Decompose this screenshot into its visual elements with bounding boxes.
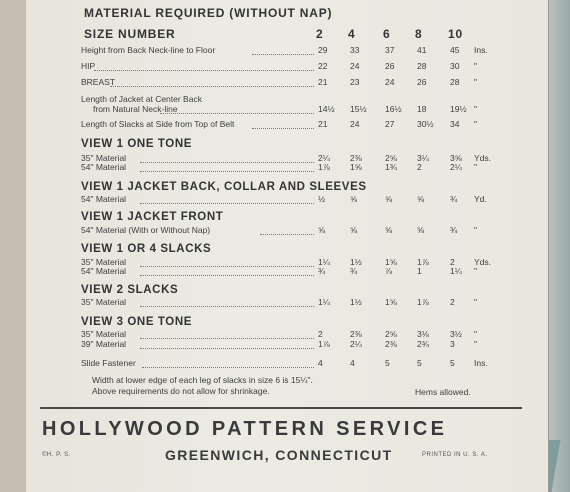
measurement-label: Height from Back Neck-line to Floor bbox=[81, 45, 216, 55]
measurement-value: 28 bbox=[450, 77, 460, 87]
measurement-value: 37 bbox=[385, 45, 395, 55]
section-title: VIEW 1 OR 4 SLACKS bbox=[81, 243, 212, 255]
measurement-value: 45 bbox=[450, 45, 460, 55]
dot-leader bbox=[260, 233, 314, 235]
material-row-value: 1⅝ bbox=[385, 257, 397, 267]
dot-leader bbox=[252, 53, 314, 55]
material-row-unit: Yd. bbox=[474, 194, 487, 204]
dot-leader bbox=[110, 85, 314, 87]
slide-fastener-value: 5 bbox=[385, 358, 390, 368]
measurement-unit: " bbox=[474, 119, 478, 129]
note-shrinkage: Above requirements do not allow for shrinkage. bbox=[92, 386, 270, 396]
material-row-value: 1½ bbox=[350, 297, 362, 307]
material-row-value: 3¼ bbox=[417, 153, 429, 163]
material-row-value: ⅝ bbox=[385, 194, 393, 204]
material-row-unit: " bbox=[474, 162, 478, 172]
printed-in-usa: PRINTED IN U. S. A. bbox=[422, 452, 488, 458]
measurement-label-cont: from Natural Neck-line bbox=[93, 104, 178, 114]
section-title: VIEW 1 JACKET BACK, COLLAR AND SLEEVES bbox=[81, 181, 367, 193]
material-row-value: ½ bbox=[318, 194, 326, 204]
section-title: VIEW 2 SLACKS bbox=[81, 284, 179, 296]
measurement-unit: " bbox=[474, 77, 478, 87]
material-row-label: 35" Material bbox=[81, 297, 127, 307]
material-row-value: ¾ bbox=[450, 194, 458, 204]
measurement-value: 18 bbox=[417, 104, 427, 114]
measurement-value: 30 bbox=[450, 61, 460, 71]
slide-fastener-value: 5 bbox=[417, 358, 422, 368]
material-row-value: 1½ bbox=[350, 257, 362, 267]
material-row-unit: " bbox=[474, 329, 478, 339]
dot-leader bbox=[140, 274, 314, 276]
material-row-value: ⅝ bbox=[417, 194, 425, 204]
material-row-value: 3⅛ bbox=[417, 329, 429, 339]
note-width: Width at lower edge of each leg of slacks in size 6 is 15¼". bbox=[92, 375, 313, 385]
background-edge bbox=[548, 0, 570, 492]
material-row-value: 1¾ bbox=[385, 162, 397, 172]
material-row-value: 2 bbox=[417, 162, 422, 172]
size-label: SIZE NUMBER bbox=[84, 27, 176, 41]
material-row-label: 54" Material bbox=[81, 266, 127, 276]
measurement-value: 21 bbox=[318, 77, 328, 87]
slide-fastener-label: Slide Fastener bbox=[81, 358, 136, 368]
measurement-unit: " bbox=[474, 104, 478, 114]
size-column-header: 6 bbox=[383, 27, 391, 41]
measurement-value: 41 bbox=[417, 45, 427, 55]
material-row-value: 2¾ bbox=[417, 339, 429, 349]
dot-leader bbox=[140, 337, 314, 339]
material-row-label: 35" Material bbox=[81, 329, 127, 339]
measurement-value: 19½ bbox=[450, 104, 467, 114]
size-column-header: 8 bbox=[415, 27, 423, 41]
material-row-unit: " bbox=[474, 297, 478, 307]
material-row-value: 2¼ bbox=[350, 339, 362, 349]
copyright-mark: ©H. P. S. bbox=[42, 452, 71, 458]
measurement-label: Length of Jacket at Center Back bbox=[81, 94, 202, 104]
dot-leader bbox=[140, 265, 314, 267]
measurement-unit: Ins. bbox=[474, 45, 488, 55]
material-row-value: 2 bbox=[318, 329, 323, 339]
slide-fastener-value: 5 bbox=[450, 358, 455, 368]
section-title: VIEW 1 JACKET FRONT bbox=[81, 211, 224, 223]
measurement-value: 27 bbox=[385, 119, 395, 129]
dot-leader bbox=[140, 161, 314, 163]
material-row-value: 3⅝ bbox=[450, 153, 462, 163]
dot-leader bbox=[142, 366, 314, 368]
dot-leader bbox=[252, 127, 314, 129]
material-row-value: 2⅜ bbox=[385, 339, 397, 349]
material-row-value: 1⅝ bbox=[350, 162, 362, 172]
divider-top bbox=[40, 407, 522, 409]
material-row-value: ⅝ bbox=[385, 225, 393, 235]
hems-note: Hems allowed. bbox=[415, 387, 471, 397]
material-row-value: 2⅜ bbox=[350, 153, 362, 163]
material-row-value: ¾ bbox=[318, 266, 326, 276]
measurement-value: 24 bbox=[350, 61, 360, 71]
material-row-value: 2 bbox=[450, 257, 455, 267]
size-column-header: 4 bbox=[348, 27, 356, 41]
material-row-value: 3½ bbox=[450, 329, 462, 339]
material-row-value: 1⅞ bbox=[318, 339, 330, 349]
measurement-value: 14½ bbox=[318, 104, 335, 114]
dot-leader bbox=[140, 305, 314, 307]
measurement-value: 30½ bbox=[417, 119, 434, 129]
material-row-label: 54" Material bbox=[81, 162, 127, 172]
material-row-value: 3 bbox=[450, 339, 455, 349]
material-row-value: 1¼ bbox=[450, 266, 462, 276]
section-title: VIEW 3 ONE TONE bbox=[81, 316, 193, 328]
size-column-header: 10 bbox=[448, 27, 463, 41]
slide-fastener-unit: Ins. bbox=[474, 358, 488, 368]
measurement-value: 16½ bbox=[385, 104, 402, 114]
material-row-value: 1⅝ bbox=[385, 297, 397, 307]
measurement-value: 21 bbox=[318, 119, 328, 129]
dot-leader bbox=[140, 347, 314, 349]
dot-leader bbox=[94, 69, 314, 71]
material-row-unit: " bbox=[474, 225, 478, 235]
measurement-label: HIP bbox=[81, 61, 96, 71]
material-row-unit: Yds. bbox=[474, 153, 492, 163]
measurement-value: 34 bbox=[450, 119, 460, 129]
measurement-value: 26 bbox=[385, 61, 395, 71]
material-row-unit: " bbox=[474, 266, 478, 276]
material-row-value: ⅝ bbox=[318, 225, 326, 235]
material-row-value: ⅞ bbox=[385, 266, 393, 276]
measurement-value: 33 bbox=[350, 45, 360, 55]
material-row-value: 1⅞ bbox=[417, 257, 429, 267]
material-row-value: 2¼ bbox=[318, 153, 330, 163]
material-row-value: 1⅞ bbox=[417, 297, 429, 307]
measurement-value: 22 bbox=[318, 61, 328, 71]
measurement-value: 15½ bbox=[350, 104, 367, 114]
size-column-header: 2 bbox=[316, 27, 324, 41]
material-row-value: ⅝ bbox=[417, 225, 425, 235]
measurement-value: 23 bbox=[350, 77, 360, 87]
measurement-label: Length of Slacks at Side from Top of Belt bbox=[81, 119, 235, 129]
slide-fastener-value: 4 bbox=[318, 358, 323, 368]
measurement-value: 29 bbox=[318, 45, 328, 55]
measurement-value: 24 bbox=[350, 119, 360, 129]
material-row-label: 35" Material bbox=[81, 257, 127, 267]
measurement-value: 24 bbox=[385, 77, 395, 87]
footer-city: GREENWICH, CONNECTICUT bbox=[165, 447, 393, 463]
material-row-value: ⅝ bbox=[350, 194, 358, 204]
material-row-label: 35" Material bbox=[81, 153, 127, 163]
measurement-unit: " bbox=[474, 61, 478, 71]
material-row-label: 54" Material bbox=[81, 194, 127, 204]
material-row-value: 2 bbox=[450, 297, 455, 307]
section-title: VIEW 1 ONE TONE bbox=[81, 138, 193, 150]
material-row-unit: " bbox=[474, 339, 478, 349]
material-row-unit: Yds. bbox=[474, 257, 492, 267]
material-row-value: 2⅝ bbox=[385, 153, 397, 163]
material-row-value: 1¼ bbox=[318, 297, 330, 307]
material-row-value: ¾ bbox=[450, 225, 458, 235]
slide-fastener-value: 4 bbox=[350, 358, 355, 368]
material-row-value: ¾ bbox=[350, 266, 358, 276]
material-row-label: 39" Material bbox=[81, 339, 127, 349]
measurement-value: 28 bbox=[417, 61, 427, 71]
material-row-label: 54" Material (With or Without Nap) bbox=[81, 225, 211, 235]
dot-leader bbox=[160, 112, 314, 114]
material-row-value: 2¼ bbox=[450, 162, 462, 172]
measurement-label: BREAST bbox=[81, 77, 116, 87]
measurement-value: 26 bbox=[417, 77, 427, 87]
material-row-value: 2⅝ bbox=[385, 329, 397, 339]
page-title: MATERIAL REQUIRED (WITHOUT NAP) bbox=[84, 6, 333, 20]
material-row-value: 1 bbox=[417, 266, 422, 276]
material-row-value: ⅝ bbox=[350, 225, 358, 235]
dot-leader bbox=[140, 170, 314, 172]
material-row-value: 1⅞ bbox=[318, 162, 330, 172]
dot-leader bbox=[140, 202, 314, 204]
material-row-value: 2⅜ bbox=[350, 329, 362, 339]
footer-title: HOLLYWOOD PATTERN SERVICE bbox=[42, 418, 448, 440]
material-row-value: 1¼ bbox=[318, 257, 330, 267]
